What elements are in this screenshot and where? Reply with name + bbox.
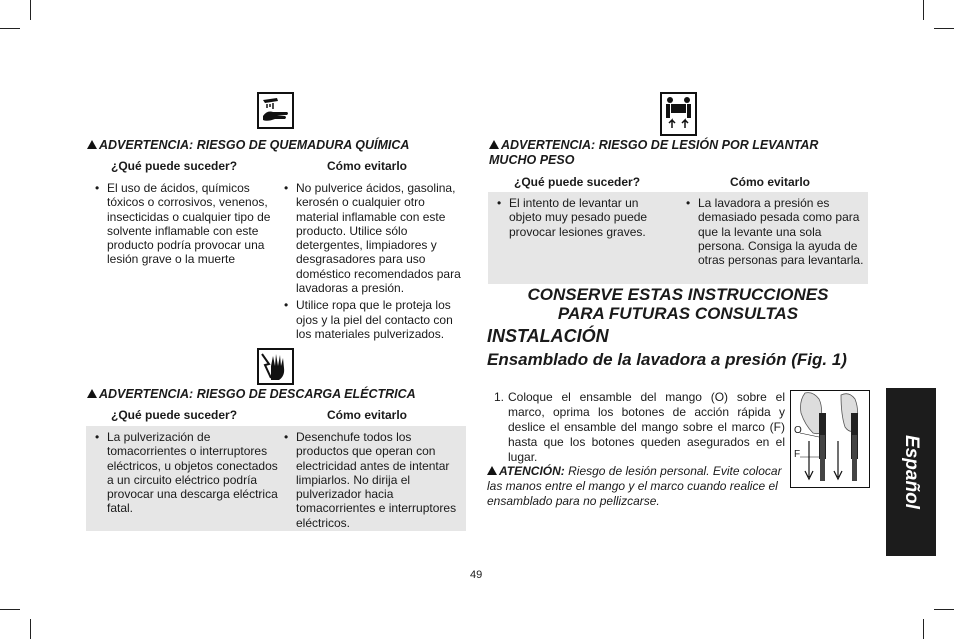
assembly-subheading: Ensamblado de la lavadora a presión (Fig. 1) (487, 350, 847, 369)
column-header-what: ¿Qué puede suceder? (514, 175, 641, 189)
column-header-how: Cómo evitarlo (327, 159, 408, 173)
list-item: • El intento de levantar un objeto muy pesado puede provocar lesiones graves. (497, 196, 672, 239)
side-tab-label: Español (901, 435, 922, 509)
column-header-what: ¿Qué puede suceder? (111, 159, 238, 173)
step-number: 1. (494, 390, 505, 404)
installation-heading: INSTALACIÓN (487, 326, 609, 346)
crop-mark (30, 619, 31, 639)
figure-label-o: O (794, 425, 802, 436)
caution-text: Riesgo de lesión personal. Evite colocar las manos entre el mango y el marco cuando realice el ensamblado para no pellizcarse. (487, 464, 782, 508)
heavy-lifting-icon (660, 92, 697, 136)
conserve-line-2: PARA FUTURAS CONSULTAS (557, 304, 799, 323)
crop-mark (0, 609, 20, 610)
chemical-warning-title: ADVERTENCIA: RIESGO DE QUEMADURA QUÍMICA (87, 138, 457, 153)
list-item: • La lavadora a presión es demasiado pesada como para que la levante una sola persona. Consiga la ayuda de otras personas para levantarla. (686, 196, 866, 267)
page-number: 49 (470, 569, 483, 581)
crop-mark (923, 619, 924, 639)
crop-mark (30, 0, 31, 20)
warning-triangle-icon (487, 466, 497, 475)
language-side-tab (886, 388, 936, 556)
list-item: • Utilice ropa que le proteja los ojos y la piel del contacto con los materiales pulverizados. (284, 298, 467, 341)
crop-mark (934, 609, 954, 610)
crop-mark (0, 28, 20, 29)
figure-label-f: F (794, 449, 801, 460)
chemical-what-list (95, 181, 280, 270)
column-header-how: Cómo evitarlo (327, 408, 408, 422)
warning-triangle-icon (87, 389, 97, 398)
column-header-how: Cómo evitarlo (730, 175, 811, 189)
caution-label: ATENCIÓN: (499, 464, 565, 478)
step-text: Coloque el ensamble del mango (O) sobre el marco, oprima los botones de acción rápida y deslice el ensamble del mango sobre el marco (F) hasta que los botones queden asegurados en el lugar. (508, 390, 785, 464)
conserve-line-1: CONSERVE ESTAS INSTRUCCIONES (527, 285, 829, 304)
chemical-burn-icon (257, 92, 294, 129)
conserve-heading (488, 285, 868, 323)
crop-mark (923, 0, 924, 20)
list-item: • La pulverización de tomacorrientes o interruptores eléctricos, u objetos conectados a un circuito eléctrico podría provocar una descarga eléctrica fatal. (95, 430, 280, 516)
electric-warning-title: ADVERTENCIA: RIESGO DE DESCARGA ELÉCTRICA (87, 387, 457, 402)
warning-triangle-icon (87, 140, 97, 149)
electric-what-list (95, 430, 280, 519)
caution-note (487, 464, 785, 509)
electric-how-list (284, 430, 464, 533)
crop-mark (934, 28, 954, 29)
lifting-how-list (686, 196, 866, 270)
column-header-what: ¿Qué puede suceder? (111, 408, 238, 422)
list-item: • El uso de ácidos, químicos tóxicos o corrosivos, venenos, insecticidas o cualquier tipo de solvente inflamable con este producto podría provocar una lesión grave o la muerte (95, 181, 280, 267)
lifting-what-list (497, 196, 672, 242)
electric-shock-icon (257, 348, 294, 385)
list-item: • No pulverice ácidos, gasolina, kerosén o cualquier otro material inflamable con este producto. Utilice sólo detergentes, limpiadores y desgrasadores para uso doméstico recomendados para lavadoras a presión. (284, 181, 467, 295)
lifting-warning-title: ADVERTENCIA: RIESGO DE LESIÓN POR LEVANTAR MUCHO PESO (489, 138, 819, 167)
chemical-how-list (284, 181, 467, 344)
list-item: • Desenchufe todos los productos que operan con electricidad antes de intentar limpiarlos. No dirija el pulverizador hacia tomacorrientes e interruptores eléctricos. (284, 430, 464, 530)
warning-triangle-icon (489, 140, 499, 149)
figure-1-image (790, 390, 870, 488)
